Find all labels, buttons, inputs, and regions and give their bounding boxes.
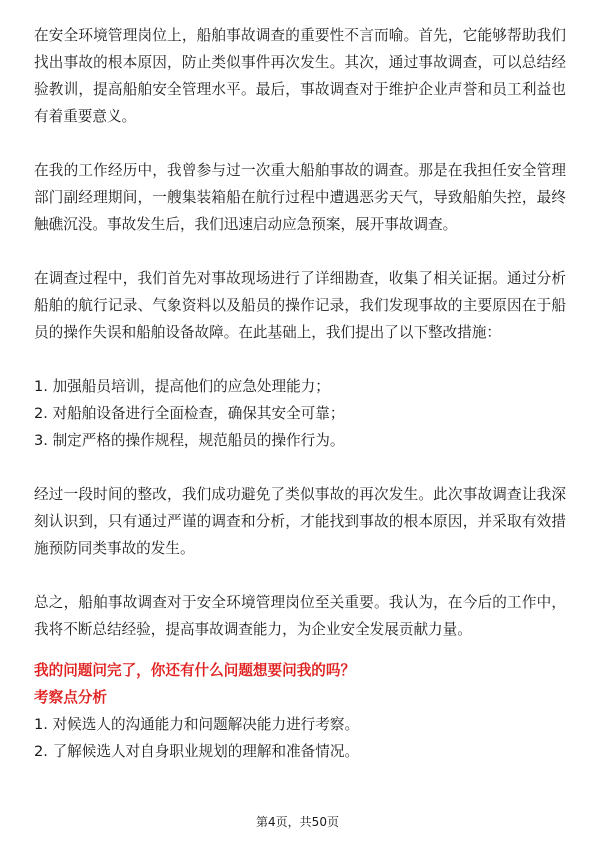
spacer bbox=[34, 562, 566, 589]
analysis-heading: 考察点分析 bbox=[34, 689, 107, 706]
spacer bbox=[34, 238, 566, 265]
list-item: 2. 了解候选人对自身职业规划的理解和准备情况。 bbox=[34, 743, 360, 760]
measures-list bbox=[34, 373, 566, 454]
spacer bbox=[34, 346, 566, 373]
document-page bbox=[34, 22, 566, 765]
page-number-footer: 第4页，共50页 bbox=[256, 815, 339, 829]
spacer bbox=[34, 454, 566, 481]
paragraph-conclusion: 总之，船舶事故调查对于安全环境管理岗位至关重要。我认为，在今后的工作中，我将不断总结经验，提高事故调查能力，为企业安全发展贡献力量。 bbox=[34, 594, 566, 638]
analysis-list bbox=[34, 711, 566, 765]
spacer bbox=[34, 130, 566, 157]
list-item: 3. 制定严格的操作规程，规范船员的操作行为。 bbox=[34, 432, 345, 449]
list-item: 2. 对船舶设备进行全面检查，确保其安全可靠； bbox=[34, 405, 345, 422]
spacer bbox=[34, 643, 566, 657]
paragraph-experience: 在我的工作经历中，我曾参与过一次重大船舶事故的调查。那是在我担任安全管理部门副经理期间，一艘集装箱船在航行过程中遭遇恶劣天气，导致船舶失控，最终触礁沉没。事故发生后，我们迅速启动应急预案，展开事故调查。 bbox=[34, 162, 566, 233]
paragraph-result: 经过一段时间的整改，我们成功避免了类似事故的再次发生。此次事故调查让我深刻认识到，只有通过严谨的调查和分析，才能找到事故的根本原因，并采取有效措施预防同类事故的发生。 bbox=[34, 486, 566, 557]
list-item: 1. 对候选人的沟通能力和问题解决能力进行考察。 bbox=[34, 716, 360, 733]
interviewer-question: 我的问题问完了，你还有什么问题想要问我的吗？ bbox=[34, 662, 356, 679]
paragraph-investigation: 在调查过程中，我们首先对事故现场进行了详细勘查，收集了相关证据。通过分析船舶的航行记录、气象资料以及船员的操作记录，我们发现事故的主要原因在于船员的操作失误和船舶设备故障。在此基础上，我们提出了以下整改措施： bbox=[34, 270, 566, 341]
paragraph-importance: 在安全环境管理岗位上，船舶事故调查的重要性不言而喻。首先，它能够帮助我们找出事故的根本原因，防止类似事件再次发生。其次，通过事故调查，可以总结经验教训，提高船舶安全管理水平。最后，事故调查对于维护企业声誉和员工利益也有着重要意义。 bbox=[34, 27, 566, 125]
list-item: 1. 加强船员培训，提高他们的应急处理能力； bbox=[34, 378, 330, 395]
